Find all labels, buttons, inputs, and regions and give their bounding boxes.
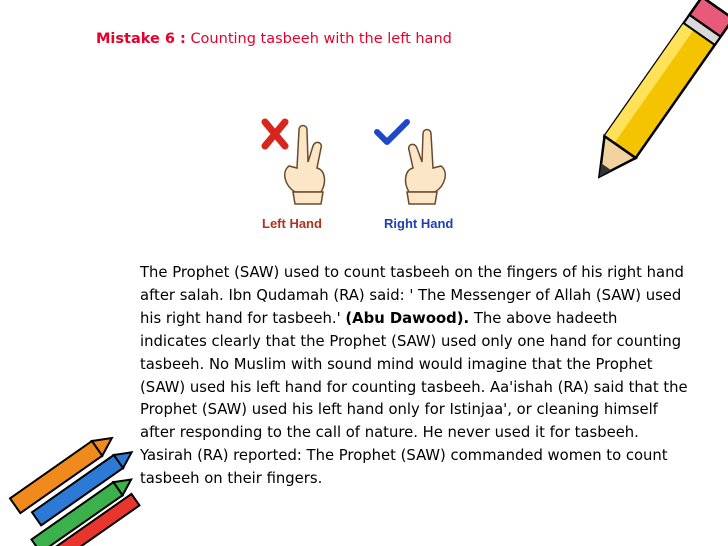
left-hand-label: Left Hand [262,216,322,231]
slide-title [96,28,476,50]
body-text-part-1: The Prophet (SAW) used to count tasbeeh on the fingers of his right hand after salah. Ibn Qudamah (RA) said: ' The Messenger of Allah (SAW) used his right hand for tasbeeh.' [140,264,684,327]
mistake-text: Counting tasbeeh with the left hand [190,31,452,47]
crayon-icon [0,430,150,546]
body-paragraph [140,262,688,491]
body-text-part-2: The above hadeeth indicates clearly that the Prophet (SAW) used only one hand for counting tasbeeh. No Muslim with sound mind would imagine that the Prophet (SAW) used his left hand for counting tasbeeh. Aa'ishah (RA) said that the Prophet (SAW) used his left hand only for Istinjaa', or cleaning himself after responding to the call of nature. He never used it for tasbeeh. Yasirah (RA) reported: The Prophet (SAW) commanded women to count tasbeeh on their fingers. [140,309,688,488]
left-hand-icon [285,126,325,205]
check-mark-icon [377,122,407,142]
right-hand-icon [406,130,446,205]
right-hand-label: Right Hand [384,216,454,231]
mistake-label: Mistake 6 : [96,31,186,47]
citation: (Abu Dawood). [345,309,470,327]
x-mark-icon [265,122,285,146]
pencil-icon [590,0,728,190]
